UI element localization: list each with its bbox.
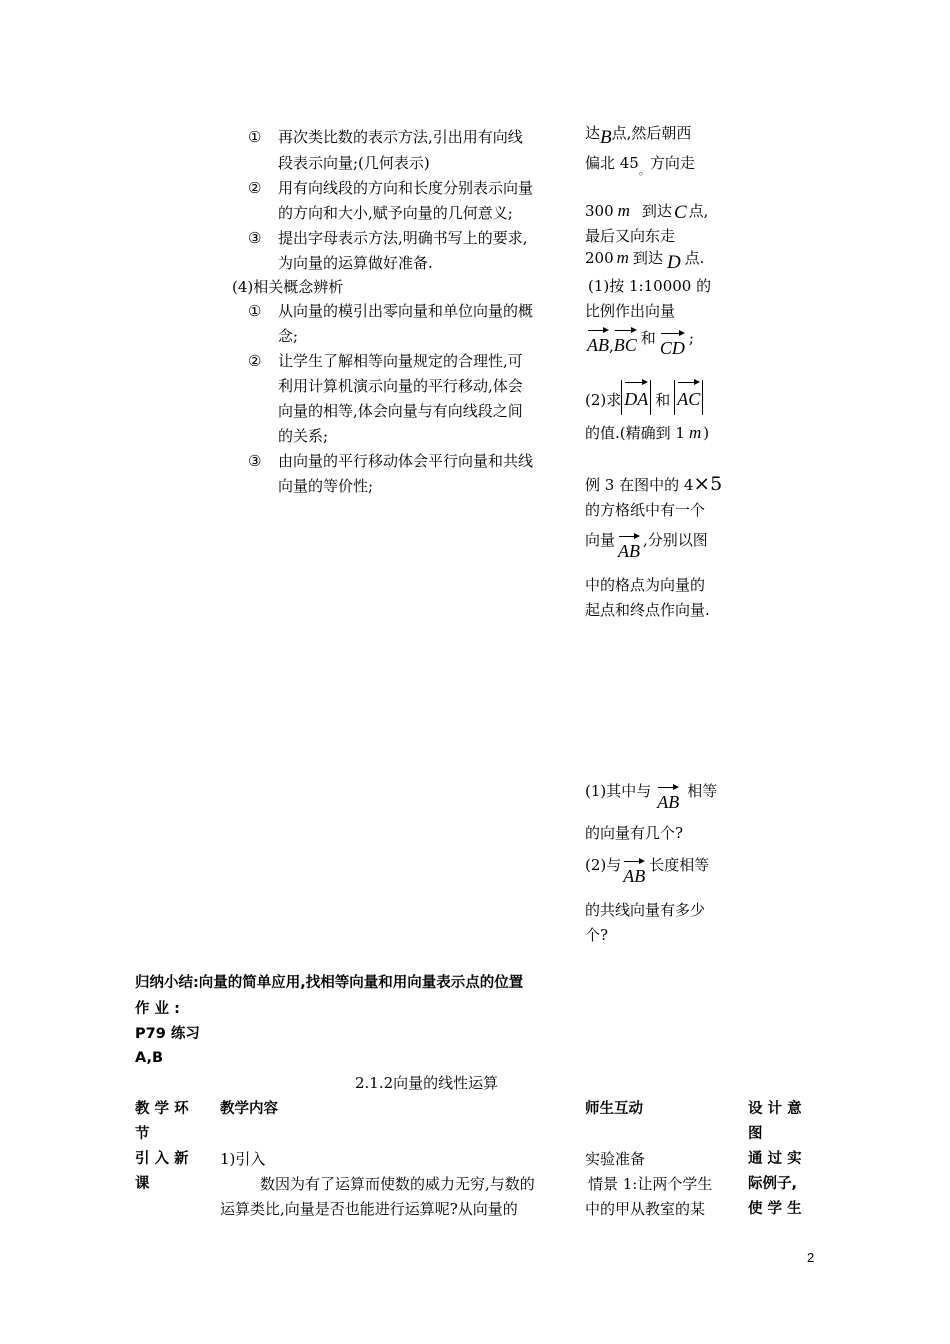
text-line xyxy=(585,773,718,812)
text-fragment: ) xyxy=(703,424,710,442)
table-cell: 引 入 新 xyxy=(135,1151,189,1167)
text-fragment: 5 xyxy=(710,473,723,495)
item-number: ③ xyxy=(248,452,262,470)
summary-text: 归纳小结:向量的简单应用,找相等向量和用向量表示点的位置 xyxy=(135,975,524,991)
section-title: 2.1.2向量的线性运算 xyxy=(355,1074,499,1092)
text-line: 起点和终点作向量. xyxy=(585,601,710,619)
item-number: ① xyxy=(248,128,262,146)
text-line: 中的格点为向量的 xyxy=(585,576,706,594)
text-fragment: 向量 xyxy=(585,531,616,549)
text-line xyxy=(585,198,708,224)
text-line: 的方格纸中有一个 xyxy=(585,501,706,519)
item-number: ① xyxy=(248,302,262,320)
text-fragment: 和 xyxy=(640,329,656,347)
homework-text: P79 练习 xyxy=(135,1026,200,1042)
math-variable: m xyxy=(617,201,630,220)
vector-ab: AB xyxy=(657,785,679,815)
item-number: ③ xyxy=(248,229,262,247)
math-variable: m xyxy=(688,423,702,442)
text-fragment: 达 xyxy=(585,124,601,142)
text-fragment: (2)与 xyxy=(585,856,622,874)
table-cell: 通 过 实 xyxy=(748,1151,802,1167)
table-cell: 际例子, xyxy=(748,1176,798,1192)
item-number: ② xyxy=(248,179,262,197)
table-header: 图 xyxy=(748,1126,763,1142)
text-line xyxy=(585,380,703,415)
table-cell: 情景 1:让两个学生 xyxy=(588,1175,713,1193)
item-text: 由向量的平行移动体会平行向量和共线 xyxy=(278,452,534,470)
text-fragment: 偏北 45 xyxy=(585,154,639,172)
item-text: 利用计算机演示向量的平行移动,体会 xyxy=(278,377,523,395)
example-3-line xyxy=(585,470,722,498)
item-text: 再次类比数的表示方法,引出用有向线 xyxy=(278,128,523,146)
text-line: 的共线向量有多少 xyxy=(585,901,706,919)
vector-cd: CD xyxy=(660,331,685,361)
magnitude-da xyxy=(621,380,651,415)
text-fragment: (1)其中与 xyxy=(585,782,652,800)
vector-ac: AC xyxy=(677,380,700,414)
text-fragment: 到达 xyxy=(641,202,672,220)
text-fragment: 的值.(精确到 1 xyxy=(585,424,685,442)
table-header: 设 计 意 xyxy=(748,1101,802,1117)
homework-text: A,B xyxy=(135,1050,164,1066)
vector-ab: AB xyxy=(623,859,645,889)
item-text: 的关系; xyxy=(278,427,329,445)
vector-ab: AB xyxy=(587,328,609,358)
math-variable: m xyxy=(616,248,629,267)
table-cell: 使 学 生 xyxy=(748,1201,802,1217)
section-heading: (4)相关概念辨析 xyxy=(232,278,344,296)
text-fragment: 点,然后朝西 xyxy=(611,124,692,142)
list-item xyxy=(248,124,523,150)
item-text: 段表示向量;(几何表示) xyxy=(278,154,430,172)
text-line: (1)按 1:10000 的 xyxy=(588,277,712,295)
table-header: 节 xyxy=(135,1126,150,1142)
table-cell: 实验准备 xyxy=(585,1150,646,1168)
item-text: 提出字母表示方法,明确书写上的要求, xyxy=(278,229,528,247)
text-fragment: 200 xyxy=(585,249,614,267)
item-text: 的方向和大小,赋予向量的几何意义; xyxy=(278,204,513,222)
text-fragment: (2)求 xyxy=(585,391,622,409)
text-fragment: 到达 xyxy=(632,249,663,267)
list-item xyxy=(248,225,528,251)
text-fragment: 长度相等 xyxy=(649,856,710,874)
item-text: 念; xyxy=(278,327,299,345)
table-cell: 运算类比,向量是否也能进行运算呢?从向量的 xyxy=(220,1200,518,1218)
math-variable: D xyxy=(666,252,681,273)
vector-ab: AB xyxy=(618,534,640,564)
page-number: 2 xyxy=(807,1250,815,1265)
text-fragment: 点. xyxy=(684,249,705,267)
item-text: 用有向线段的方向和长度分别表示向量 xyxy=(278,179,534,197)
table-cell: 1)引入 xyxy=(220,1150,266,1168)
text-fragment: ,分别以图 xyxy=(643,531,708,549)
table-header: 教 学 环 xyxy=(135,1101,189,1117)
table-header: 教学内容 xyxy=(220,1101,278,1117)
item-text: 向量的相等,体会向量与有向线段之间 xyxy=(278,402,523,420)
item-text: 让学生了解相等向量规定的合理性,可 xyxy=(278,352,523,370)
text-line xyxy=(585,522,708,561)
text-fragment: 方向走 xyxy=(649,154,695,172)
list-item xyxy=(248,448,533,474)
vector-bc: BC xyxy=(614,328,637,358)
text-fragment: 300 xyxy=(585,202,614,220)
list-item xyxy=(248,298,533,324)
item-number: ② xyxy=(248,352,262,370)
text-line: 的向量有几个? xyxy=(585,824,684,842)
text-line xyxy=(585,150,695,178)
text-fragment: , xyxy=(609,337,614,355)
text-line xyxy=(585,420,709,446)
table-cell: 课 xyxy=(135,1176,150,1192)
math-variable: B xyxy=(600,127,612,148)
vector-da: DA xyxy=(624,380,648,414)
table-cell: 数因为有了运算而使数的威力无穷,与数的 xyxy=(260,1175,535,1193)
text-line xyxy=(585,847,710,886)
magnitude-ac xyxy=(674,380,703,415)
table-cell: 中的甲从教室的某 xyxy=(585,1200,706,1218)
text-fragment: 和 xyxy=(655,391,671,409)
list-item xyxy=(248,348,523,374)
degree-mark: 。 xyxy=(638,164,650,177)
text-fragment: × xyxy=(693,471,711,495)
table-header: 师生互动 xyxy=(585,1101,643,1117)
text-fragment: 例 3 在图中的 4 xyxy=(585,476,694,494)
text-fragment: ; xyxy=(688,329,694,347)
item-text: 向量的等价性; xyxy=(278,477,374,495)
math-variable: C xyxy=(673,202,687,223)
text-line: 个? xyxy=(585,926,609,944)
text-line: 最后又向东走 xyxy=(585,227,676,245)
item-text: 从向量的模引出零向量和单位向量的概 xyxy=(278,302,534,320)
text-line xyxy=(585,245,704,271)
item-text: 为向量的运算做好准备. xyxy=(278,254,433,272)
list-item xyxy=(248,175,533,201)
text-fragment: 点, xyxy=(688,202,709,220)
homework-label: 作 业 : xyxy=(135,1001,180,1017)
vector-line xyxy=(587,328,694,359)
text-fragment: 相等 xyxy=(687,782,718,800)
text-line: 比例作出向量 xyxy=(585,302,676,320)
text-line xyxy=(585,120,691,146)
